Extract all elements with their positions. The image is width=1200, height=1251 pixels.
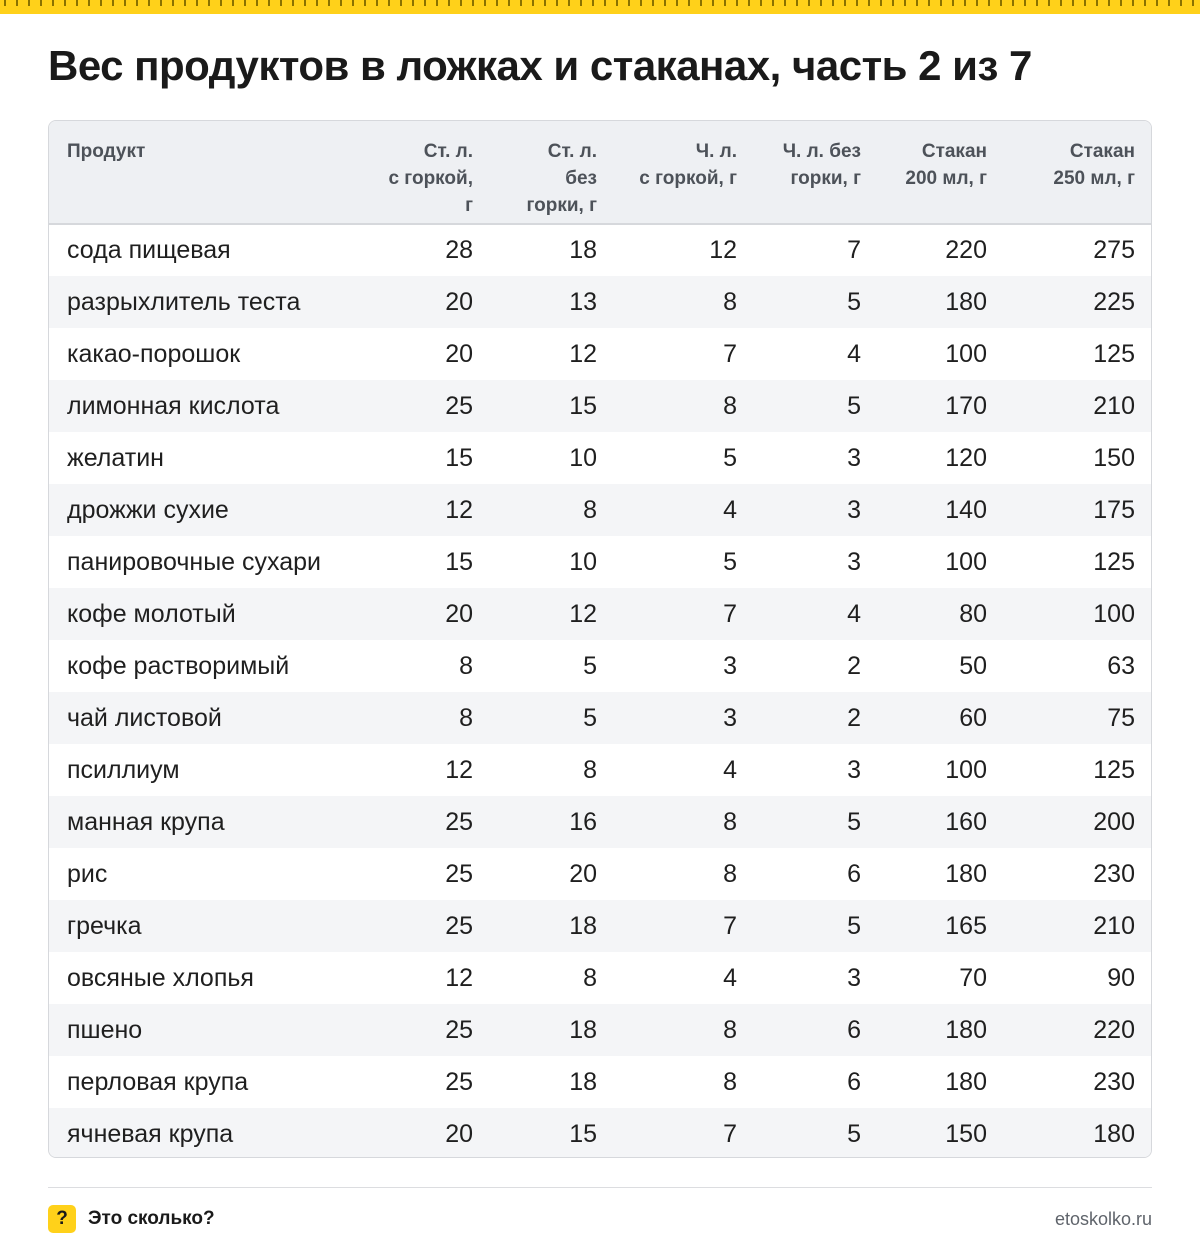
cell-tbsp-level: 20 <box>569 859 597 888</box>
header-tbsp-heaped-line2: с горкой, г <box>388 168 473 216</box>
cell-product: овсяные хлопья <box>67 963 254 992</box>
header-tbsp-level <box>487 121 611 224</box>
cell-tbsp-level: 5 <box>583 703 597 732</box>
header-tbsp-heaped <box>379 121 487 224</box>
cell-cup-200: 70 <box>959 963 987 992</box>
cell-tbsp-level: 10 <box>569 443 597 472</box>
cell-tsp-level: 5 <box>847 807 861 836</box>
cell-tsp-heaped: 7 <box>723 1119 737 1148</box>
cell-tbsp-heaped: 8 <box>459 703 473 732</box>
table-row <box>49 1004 1151 1056</box>
cell-cup-250: 125 <box>1093 755 1135 784</box>
cell-tsp-level: 7 <box>847 236 861 264</box>
cell-cup-250: 125 <box>1093 339 1135 368</box>
cell-tsp-heaped: 5 <box>723 547 737 576</box>
cell-product: разрыхлитель теста <box>67 287 301 316</box>
cell-tsp-level: 6 <box>847 1015 861 1044</box>
cell-tsp-level: 3 <box>847 547 861 576</box>
cell-tbsp-heaped: 20 <box>445 1119 473 1148</box>
cell-tbsp-heaped: 12 <box>445 495 473 524</box>
cell-cup-200: 180 <box>945 1015 987 1044</box>
cell-tbsp-level: 12 <box>569 599 597 628</box>
cell-tsp-heaped: 12 <box>709 236 737 264</box>
header-tsp-heaped <box>611 121 747 224</box>
ruler-top-border <box>0 0 1200 14</box>
cell-tsp-heaped: 8 <box>723 391 737 420</box>
cell-tsp-level: 2 <box>847 703 861 732</box>
header-product: Продукт <box>49 121 379 224</box>
table-row <box>49 380 1151 432</box>
table-row <box>49 1056 1151 1108</box>
cell-tbsp-level: 18 <box>569 1015 597 1044</box>
page-title: Вес продуктов в ложках и стаканах, часть 2 из 7 <box>48 42 1032 89</box>
cell-tsp-heaped: 8 <box>723 287 737 316</box>
cell-tbsp-heaped: 15 <box>445 443 473 472</box>
question-mark-icon: ? <box>48 1205 76 1233</box>
cell-tsp-heaped: 4 <box>723 755 737 784</box>
cell-product: желатин <box>67 443 164 472</box>
cell-cup-250: 225 <box>1093 287 1135 316</box>
cell-tsp-heaped: 4 <box>723 495 737 524</box>
cell-tsp-heaped: 7 <box>723 911 737 940</box>
cell-cup-250: 90 <box>1107 963 1135 992</box>
cell-tsp-level: 3 <box>847 443 861 472</box>
cell-tbsp-heaped: 20 <box>445 599 473 628</box>
table-row <box>49 536 1151 588</box>
header-cup-250-line1: Стакан <box>1069 141 1135 162</box>
cell-tbsp-heaped: 15 <box>445 547 473 576</box>
site-link[interactable]: etoskolko.ru <box>1054 1209 1152 1229</box>
cell-cup-250: 75 <box>1107 703 1135 732</box>
cell-tsp-level: 6 <box>847 859 861 888</box>
cell-tsp-heaped: 7 <box>723 339 737 368</box>
table-row <box>49 640 1151 692</box>
footer-divider <box>48 1187 1152 1188</box>
cell-tsp-level: 3 <box>847 755 861 784</box>
table-row <box>49 328 1151 380</box>
cell-product: чай листовой <box>67 703 222 732</box>
cell-cup-250: 180 <box>1093 1119 1135 1148</box>
cell-product: пшено <box>67 1015 143 1044</box>
cell-tbsp-level: 13 <box>569 287 597 316</box>
cell-product: сода пищевая <box>67 236 231 264</box>
cell-cup-200: 80 <box>959 599 987 628</box>
table-row <box>49 848 1151 900</box>
cell-tbsp-heaped: 12 <box>445 755 473 784</box>
cell-tbsp-heaped: 20 <box>445 287 473 316</box>
header-cup-200 <box>871 121 1005 224</box>
cell-cup-250: 125 <box>1093 547 1135 576</box>
cell-cup-200: 100 <box>945 547 987 576</box>
table-row <box>49 224 1151 276</box>
cell-product: дрожжи сухие <box>67 495 229 524</box>
cell-tsp-heaped: 4 <box>723 963 737 992</box>
cell-product: панировочные сухари <box>67 547 322 576</box>
cell-cup-250: 275 <box>1093 236 1135 264</box>
cell-tsp-heaped: 3 <box>723 703 737 732</box>
cell-cup-200: 120 <box>945 443 987 472</box>
cell-tsp-heaped: 8 <box>723 1067 737 1096</box>
cell-tsp-heaped: 8 <box>723 859 737 888</box>
table-row <box>49 744 1151 796</box>
cell-product: ячневая крупа <box>67 1119 234 1148</box>
cell-product: лимонная кислота <box>67 391 280 420</box>
cell-product: псиллиум <box>67 755 180 784</box>
cell-tsp-level: 4 <box>847 599 861 628</box>
table-row <box>49 1108 1151 1158</box>
cell-cup-200: 165 <box>945 911 987 940</box>
cell-tbsp-level: 18 <box>569 911 597 940</box>
cell-tbsp-heaped: 8 <box>459 651 473 680</box>
cell-tbsp-level: 8 <box>583 495 597 524</box>
cell-cup-250: 175 <box>1093 495 1135 524</box>
cell-tsp-heaped: 7 <box>723 599 737 628</box>
cell-product: рис <box>67 859 108 888</box>
cell-tsp-level: 5 <box>847 911 861 940</box>
cell-tsp-level: 3 <box>847 495 861 524</box>
cell-cup-200: 50 <box>959 651 987 680</box>
cell-cup-250: 210 <box>1093 911 1135 940</box>
cell-tbsp-heaped: 25 <box>445 391 473 420</box>
brand-name: Это сколько? <box>88 1208 215 1229</box>
cell-tbsp-level: 5 <box>583 651 597 680</box>
cell-cup-200: 180 <box>945 859 987 888</box>
cell-tbsp-level: 10 <box>569 547 597 576</box>
cell-cup-250: 210 <box>1093 391 1135 420</box>
cell-cup-200: 180 <box>945 287 987 316</box>
cell-tsp-level: 2 <box>847 651 861 680</box>
table-row <box>49 432 1151 484</box>
cell-tbsp-heaped: 25 <box>445 1015 473 1044</box>
header-tbsp-heaped-line1: Ст. л. <box>423 141 473 162</box>
cell-cup-250: 63 <box>1107 651 1135 680</box>
header-tsp-level-line1: Ч. л. без <box>782 141 861 162</box>
cell-tbsp-heaped: 25 <box>445 1067 473 1096</box>
cell-cup-250: 200 <box>1093 807 1135 836</box>
cell-tbsp-level: 16 <box>569 807 597 836</box>
cell-tsp-heaped: 3 <box>723 651 737 680</box>
cell-tbsp-level: 18 <box>569 236 597 264</box>
cell-tbsp-heaped: 25 <box>445 911 473 940</box>
cell-tsp-level: 5 <box>847 1119 861 1148</box>
header-cup-250 <box>1005 121 1151 224</box>
table-row <box>49 276 1151 328</box>
cell-product: кофе молотый <box>67 599 236 628</box>
cell-tsp-level: 5 <box>847 287 861 316</box>
cell-product: кофе растворимый <box>67 651 290 680</box>
weights-table-container <box>48 120 1152 1158</box>
weights-table <box>49 121 1151 1158</box>
header-cup-200-line1: Стакан <box>921 141 987 162</box>
cell-tsp-level: 5 <box>847 391 861 420</box>
header-tsp-level-line2: горки, г <box>790 168 861 189</box>
cell-cup-250: 230 <box>1093 859 1135 888</box>
table-row <box>49 952 1151 1004</box>
cell-tbsp-heaped: 28 <box>445 236 473 264</box>
cell-cup-200: 100 <box>945 339 987 368</box>
cell-product: перловая крупа <box>67 1067 249 1096</box>
table-row <box>49 692 1151 744</box>
cell-cup-200: 170 <box>945 391 987 420</box>
cell-tbsp-heaped: 25 <box>445 859 473 888</box>
cell-tbsp-level: 15 <box>569 391 597 420</box>
cell-cup-250: 100 <box>1093 599 1135 628</box>
table-row <box>49 588 1151 640</box>
cell-tbsp-heaped: 12 <box>445 963 473 992</box>
cell-tsp-heaped: 8 <box>723 1015 737 1044</box>
header-tbsp-level-line2: без <box>565 168 597 189</box>
header-tsp-heaped-line2: с горкой, г <box>639 168 737 189</box>
cell-tbsp-level: 15 <box>569 1119 597 1148</box>
cell-cup-200: 160 <box>945 807 987 836</box>
cell-cup-200: 60 <box>959 703 987 732</box>
cell-cup-250: 220 <box>1093 1015 1135 1044</box>
cell-tsp-heaped: 5 <box>723 443 737 472</box>
cell-tbsp-heaped: 25 <box>445 807 473 836</box>
cell-cup-200: 220 <box>945 236 987 264</box>
header-cup-200-line2: 200 мл, г <box>905 168 987 189</box>
cell-product: манная крупа <box>67 807 225 836</box>
cell-tsp-level: 6 <box>847 1067 861 1096</box>
cell-cup-200: 180 <box>945 1067 987 1096</box>
brand-logo[interactable] <box>48 1205 215 1233</box>
table-row <box>49 484 1151 536</box>
header-tsp-heaped-line1: Ч. л. <box>695 141 737 162</box>
cell-tbsp-level: 12 <box>569 339 597 368</box>
cell-tsp-heaped: 8 <box>723 807 737 836</box>
cell-cup-200: 150 <box>945 1119 987 1148</box>
table-row <box>49 900 1151 952</box>
header-tbsp-level-line1: Ст. л. <box>547 141 597 162</box>
header-tbsp-level-line3: горки, г <box>526 195 597 216</box>
cell-cup-250: 230 <box>1093 1067 1135 1096</box>
cell-tbsp-level: 18 <box>569 1067 597 1096</box>
cell-product: гречка <box>67 911 142 940</box>
cell-cup-200: 140 <box>945 495 987 524</box>
header-cup-250-line2: 250 мл, г <box>1053 168 1135 189</box>
table-header-row <box>49 121 1151 224</box>
cell-tbsp-level: 8 <box>583 755 597 784</box>
cell-tsp-level: 3 <box>847 963 861 992</box>
cell-tsp-level: 4 <box>847 339 861 368</box>
cell-tbsp-level: 8 <box>583 963 597 992</box>
cell-cup-200: 100 <box>945 755 987 784</box>
table-row <box>49 796 1151 848</box>
cell-tbsp-heaped: 20 <box>445 339 473 368</box>
cell-product: какао-порошок <box>67 339 241 368</box>
header-tsp-level <box>747 121 871 224</box>
cell-cup-250: 150 <box>1093 443 1135 472</box>
